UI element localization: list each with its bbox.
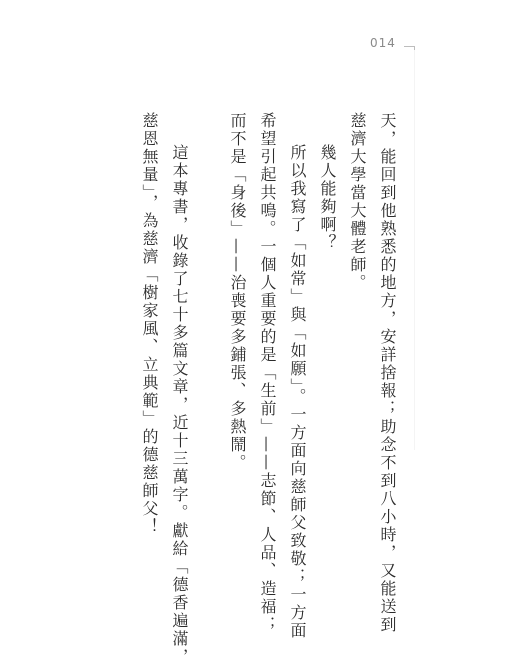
text-line: 而不是「身後」——治喪要多鋪張、多熱鬧。 (228, 112, 247, 472)
text-line: 天，能回到他熟悉的地方，安詳捨報；助念不到八小時，又能送到 (378, 112, 397, 634)
page-number: 014 (370, 36, 396, 50)
header-rule (404, 46, 414, 47)
text-line: 慈濟大學當大體老師。 (348, 112, 367, 292)
text-line: 慈恩無量」，為慈濟「樹家風、立典範」的德慈師父！ (140, 112, 159, 536)
text-line: 幾人能夠啊？ (318, 144, 337, 252)
text-line: 希望引起共鳴。一個人重要的是「生前」——志節、人品、造福； (258, 112, 277, 634)
text-line: 所以我寫了「如常」與「如願」。一方面向慈師父致敬；一方面 (288, 144, 307, 640)
text-line: 這本專書，收錄了七十多篇文章，近十三萬字。獻給「德香遍滿， (170, 144, 189, 666)
page-edge (414, 50, 415, 450)
